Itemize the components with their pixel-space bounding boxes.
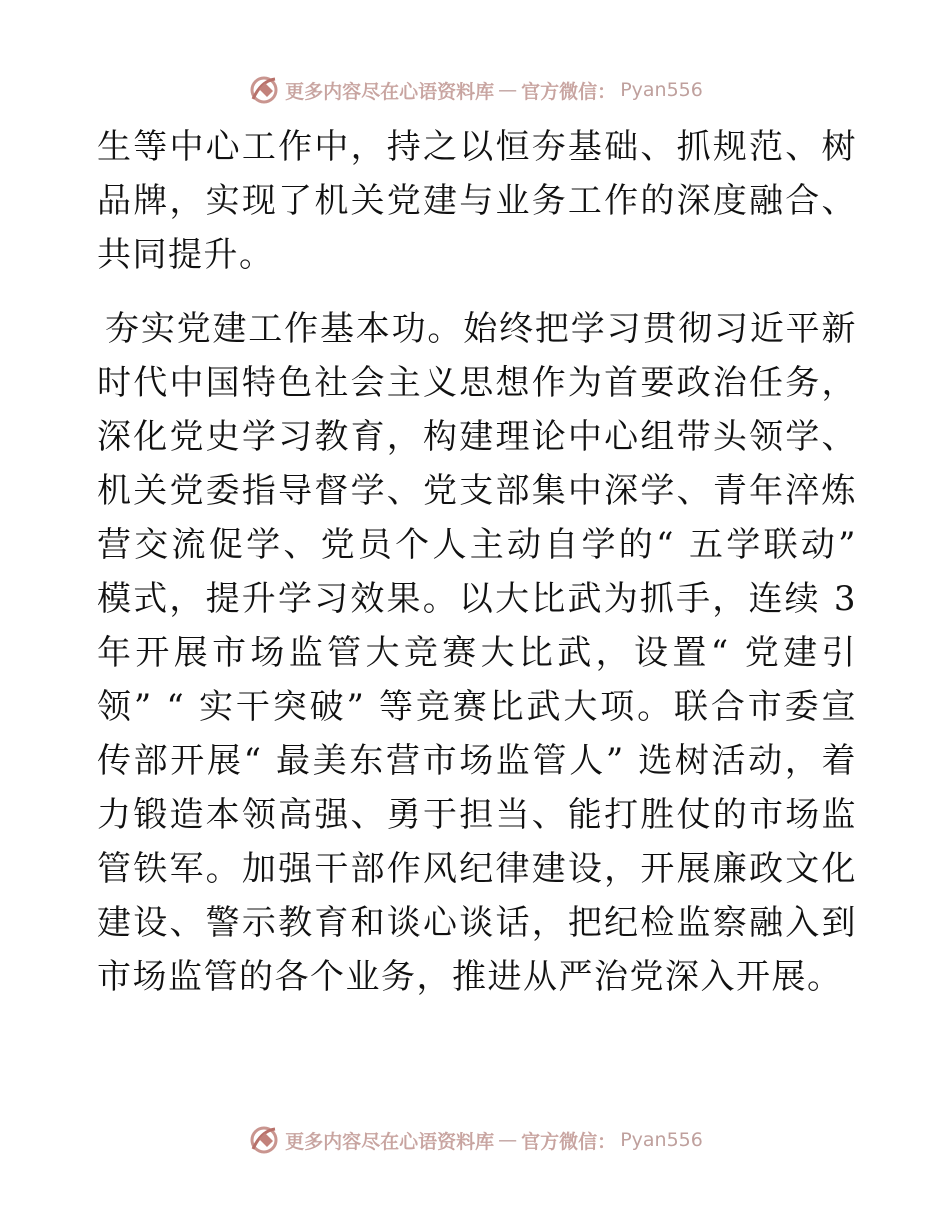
footer-banner-account-label: 官方微信： [521,1130,617,1153]
footer-watermark-banner [0,1120,950,1160]
header-banner-text: 更多内容尽在心语资料库 [285,80,495,103]
paragraph-2: 夯实党建工作基本功。始终把学习贯彻习近平新时代中国特色社会主义思想作为首要政治任务，深化党史学习教育，构建理论中心组带头领学、机关党委指导督学、党支部集中深学、青年淬炼营交流促学、党员个人主动自学的“ 五学联动” 模式，提升学习效果。以大比武为抓手，连续 3 年开展市场监管大竞赛大比武，设置“ 党建引领” “ 实干突破” 等竞赛比武大项。联合市委宣传部开展“ 最美东营市场监管人” 选树活动，着力锻造本领高强、勇于担当、能打胜仗的市场监管铁军。加强干部作风纪律建设，开展廉政文化建设、警示教育和谈心谈话，把纪检监察融入到市场监管的各个业务，推进从严治党深入开展。 [97,309,857,997]
header-watermark-banner [0,70,950,110]
pen-swirl-logo-icon [247,1123,281,1157]
header-banner-separator: — [498,79,518,101]
paragraph-1: 生等中心工作中，持之以恒夯基础、抓规范、树品牌，实现了机关党建与业务工作的深度融合、共同提升。 [97,127,857,275]
document-body [97,120,857,1004]
footer-banner-text: 更多内容尽在心语资料库 [285,1130,495,1153]
footer-banner-separator: — [498,1129,518,1151]
header-banner-account-label: 官方微信： [521,80,617,103]
pen-swirl-logo-icon [247,73,281,107]
header-banner-account-id: Pyan556 [620,79,703,101]
footer-banner-account-id: Pyan556 [620,1129,703,1151]
